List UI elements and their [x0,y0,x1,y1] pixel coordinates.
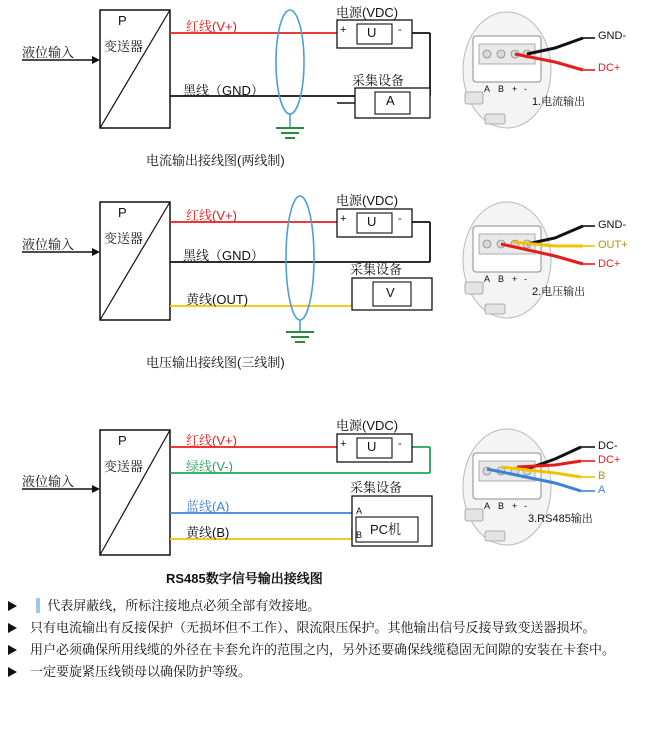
acquisition-title-1: 采集设备 [352,73,405,88]
note-text: 代表屏蔽线，所标注接地点必须全部有效接地。 [47,598,321,613]
lead-label-dcminus-3: DC- [598,440,618,452]
red-wire-label-3: 红线(V+) [186,433,237,448]
power-minus-1: - [398,24,402,36]
transmitter-top-label-2: P [118,205,127,220]
acquisition-terminal-a-3: A [356,506,363,516]
note-text: 一定要旋紧压线锁母以确保防护等级。 [30,664,252,680]
transmitter-top-label-1: P [118,13,127,28]
note-item [8,662,648,683]
terminal-label-a-2: A [484,274,491,284]
terminal-label-a-1: A [484,84,491,94]
triangle-marker [8,640,30,661]
red-wire-label-2: 红线(V+) [186,208,237,223]
notes-list [8,596,648,685]
power-supply-title-1: 电源(VDC) [336,5,399,20]
transmitter-body-label-1: 变送器 [104,39,144,54]
terminal-label-b-2: B [498,274,505,284]
note-item [8,596,648,617]
triangle-icon [8,667,17,677]
shield-line-icon [36,598,40,613]
yellow-wire-label-2: 黄线(OUT) [186,292,249,307]
terminal-label-b-1: B [498,84,505,94]
power-plus-1: + [340,24,347,36]
terminal-label-plus-1: + [512,84,518,94]
triangle-icon [8,623,17,633]
lead-label-dc-2: DC+ [598,258,621,270]
caption-diagram-1: 电流输出接线图(两线制) [146,153,285,168]
caption-diagram-3: RS485数字信号输出接线图 [166,571,323,586]
caption-photo-2: 2.电压输出 [532,286,586,298]
power-plus-3: + [340,438,347,450]
transmitter-body-label-2: 变送器 [104,231,144,246]
power-supply-title-2: 电源(VDC) [336,193,399,208]
acquisition-symbol-2: V [386,285,395,300]
acquisition-symbol-3: PC机 [370,522,402,537]
terminal-label-plus-2: + [512,274,518,284]
black-wire-label-2: 黑线（GND） [183,248,264,263]
triangle-icon [8,645,17,655]
power-symbol-3: U [367,439,377,454]
lead-label-b-3: B [598,470,606,482]
lead-label-out-2: OUT+ [598,239,628,251]
shield-marker [8,596,30,617]
acquisition-terminal-b-3: B [356,530,363,540]
transmitter-top-label-3: P [118,433,127,448]
terminal-label-b-3: B [498,501,505,511]
acquisition-title-3: 采集设备 [350,480,403,495]
terminal-label-minus-3: - [524,501,527,511]
triangle-icon [8,601,17,611]
acquisition-symbol-1: A [386,93,395,108]
input-label-2: 液位输入 [22,237,75,252]
caption-photo-1: 1.电流输出 [532,96,586,108]
lead-label-a-3: A [598,484,606,496]
transmitter-body-label-3: 变送器 [104,459,144,474]
power-plus-2: + [340,213,347,225]
terminal-label-minus-2: - [524,274,527,284]
terminal-label-a-3: A [484,501,491,511]
acquisition-title-2: 采集设备 [350,262,403,277]
lead-label-gnd-2: GND- [598,219,627,231]
green-wire-label-3: 绿线(V-) [186,459,233,474]
red-wire-label-1: 红线(V+) [186,19,237,34]
blue-wire-label-3: 蓝线(A) [186,499,230,514]
triangle-marker [8,618,30,639]
note-text: 用户必须确保所用线缆的外径在卡套允许的范围之内，另外还要确保线缆稳固无间隙的安装在卡套中。 [30,642,616,658]
terminal-label-plus-3: + [512,501,518,511]
caption-photo-3: 3.RS485输出 [528,513,593,525]
lead-label-gnd-1: GND- [598,30,627,42]
note-item [8,618,648,639]
note-text: 只有电流输出有反接保护（无损坏但不工作）、限流限压保护。其他输出信号反接导致变送器损坏。 [30,620,596,636]
power-minus-3: - [398,438,402,450]
triangle-marker [8,662,30,683]
input-label-1: 液位输入 [22,45,75,60]
yellow-wire-label-3: 黄线(B) [186,525,230,540]
caption-diagram-2: 电压输出接线图(三线制) [146,355,285,370]
input-label-3: 液位输入 [22,474,75,489]
power-minus-2: - [398,213,402,225]
black-wire-label-1: 黑线（GND） [183,83,264,98]
lead-label-dc-1: DC+ [598,62,621,74]
power-symbol-2: U [367,214,377,229]
power-symbol-1: U [367,25,377,40]
power-supply-title-3: 电源(VDC) [336,418,399,433]
note-item [8,640,648,661]
lead-label-dcplus-3: DC+ [598,454,621,466]
terminal-label-minus-1: - [524,84,527,94]
